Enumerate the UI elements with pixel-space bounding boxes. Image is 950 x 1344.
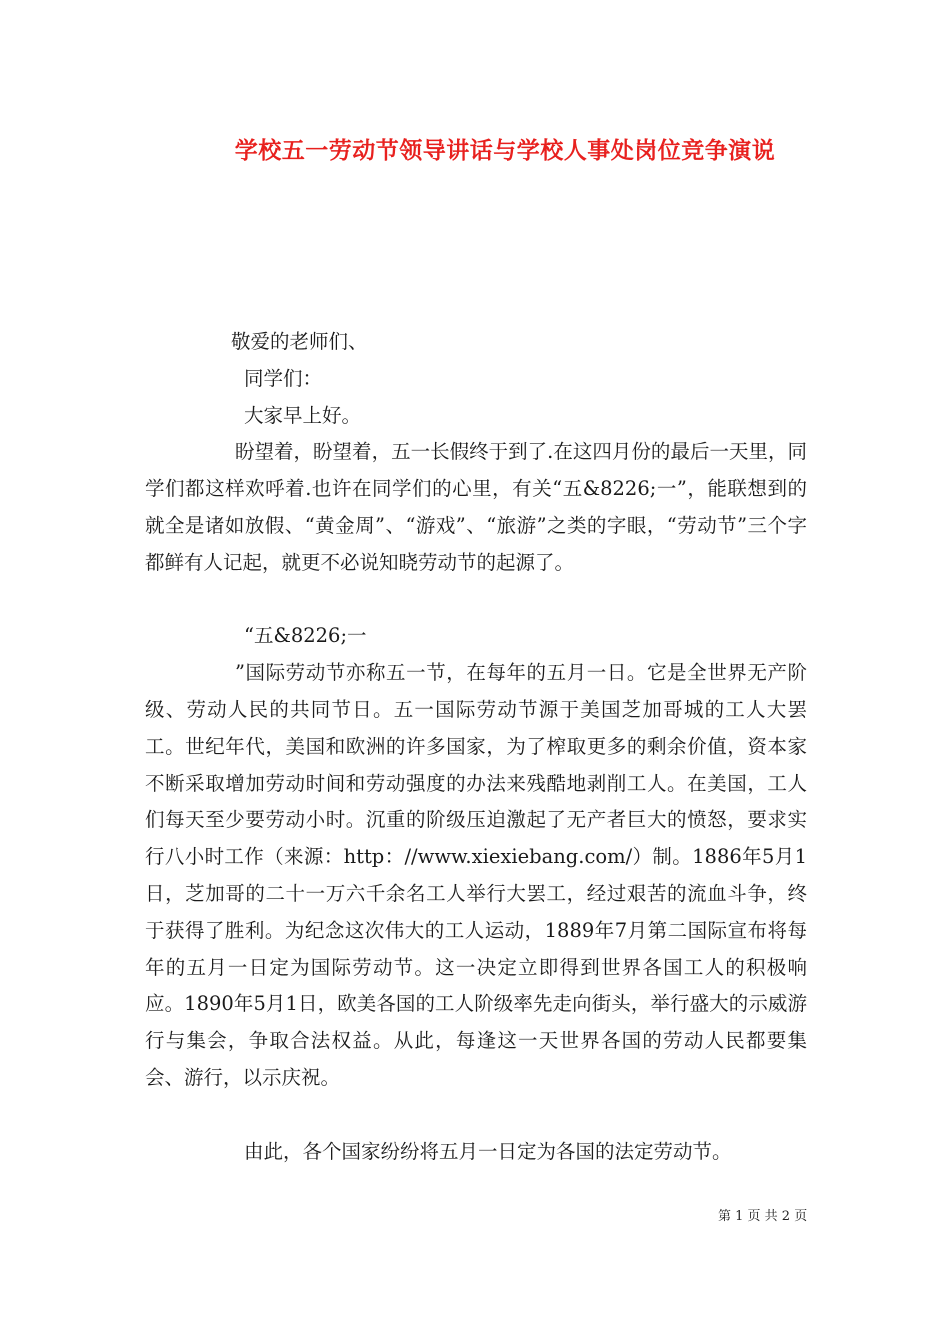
greeting-morning: 大家早上好。	[244, 403, 362, 427]
page-number: 第 1 页 共 2 页	[718, 1209, 808, 1224]
paragraph-intro: 盼望着，盼望着，五一长假终于到了.在这四月份的最后一天里，同学们都这样欢呼着.也许在同学们的心里，有关“五&8226;一”，能联想到的就全是诸如放假、“黄金周”、“游戏”、“旅游”之类的字眼，“劳动节”三个字都鲜有人记起，就更不必说知晓劳动节的起源了。	[145, 440, 807, 574]
greeting-students: 同学们：	[244, 366, 323, 390]
paragraph-conclusion: 由此，各个国家纷纷将五月一日定为各国的法定劳动节。	[244, 1140, 732, 1163]
paragraph-history-start: “五&8226;一	[244, 624, 367, 648]
document-body	[145, 324, 807, 1174]
greeting-teachers: 敬爱的老师们、	[231, 330, 368, 353]
paragraph-history: ”国际劳动节亦称五一节，在每年的五月一日。它是全世界无产阶级、劳动人民的共同节日。五一国际劳动节源于美国芝加哥城的工人大罢工。世纪年代，美国和欧洲的许多国家，为了榨取更多的剩余价值，资本家不断采取增加劳动时间和劳动强度的办法来残酷地剥削工人。在美国，工人们每天至少要劳动小时。沉重的阶级压迫激起了无产者巨大的愤怒，要求实行八小时工作（来源：http：//www.xiexiebang.com/）制。1886年5月1日，芝加哥的二十一万六千余名工人举行大罢工，经过艰苦的流血斗争，终于获得了胜利。为纪念这次伟大的工人运动，1889年7月第二国际宣布将每年的五月一日定为国际劳动节。这一决定立即得到世界各国工人的积极响应。1890年5月1日，欧美各国的工人阶级率先走向街头，举行盛大的示威游行与集会，争取合法权益。从此，每逢这一天世界各国的劳动人民都要集会、游行，以示庆祝。	[145, 661, 807, 1089]
page-title: 学校五一劳动节领导讲话与学校人事处岗位竞争演说	[234, 137, 776, 164]
